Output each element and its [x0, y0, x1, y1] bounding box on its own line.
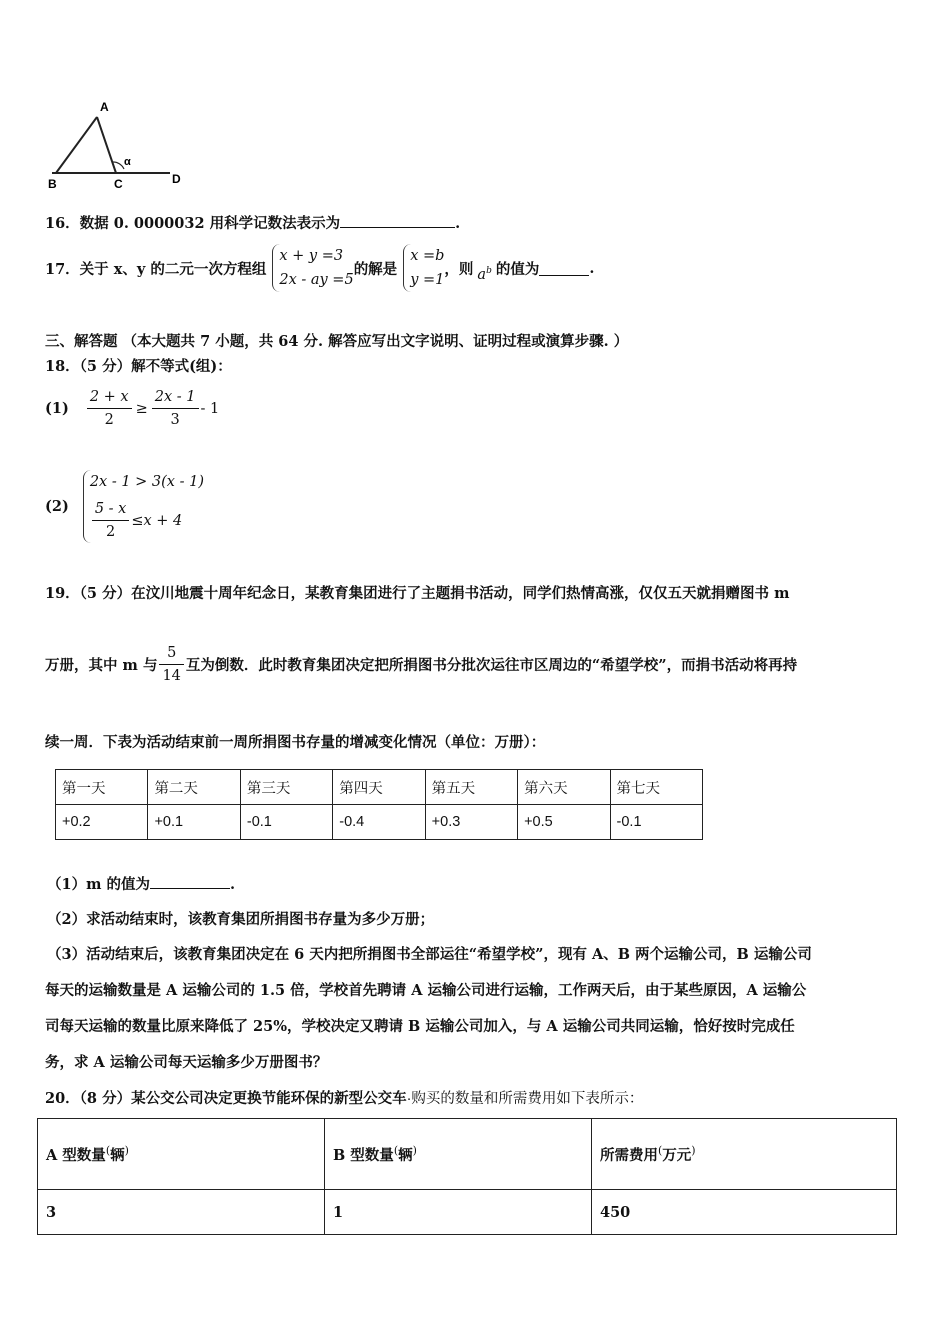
- q18-part1: [45, 386, 219, 431]
- question-20: [45, 1087, 643, 1108]
- label-b: B: [48, 177, 57, 191]
- table-cell: +0.3: [425, 805, 517, 840]
- table-cell: 第六天: [518, 770, 610, 805]
- q17-power: $a^b$: [477, 265, 492, 283]
- label-alpha: α: [124, 156, 131, 168]
- table-cell: 1: [325, 1190, 592, 1235]
- q19-table: [55, 769, 703, 840]
- table-header-row: [38, 1119, 897, 1190]
- q18-p2-system: [83, 470, 204, 543]
- q17-equation-system: [272, 244, 353, 292]
- q18-title: 18．（5 分）解不等式(组)：: [45, 358, 232, 375]
- q18-p1-rhs: $\frac{2x - 1}{3}$: [152, 386, 199, 431]
- table-header-row: [56, 770, 703, 805]
- q20-text-bold: 20．（8 分）某公交公司决定更换节能环保的新型公交车: [45, 1090, 407, 1107]
- q19-line1: 19．（5 分）在汶川地震十周年纪念日，某教育集团进行了主题捐书活动，同学们热情高涨，仅仅五天就捐赠图书 m: [45, 585, 790, 602]
- q18-p1-op: ≥: [135, 400, 148, 417]
- q18-p2-label: (2): [45, 498, 69, 515]
- table-cell: +0.5: [518, 805, 610, 840]
- q19-line2: 万册，其中 m 与 $\frac{5}{14}$ 互为倒数．此时教育集团决定把所捐图书分批次运往市区周边的“希望学校”，而捐书活动将再持: [45, 642, 797, 687]
- table-cell: 3: [38, 1190, 325, 1235]
- q17-suffix: 的值为: [495, 260, 540, 278]
- table-cell: B 型数量(辆): [325, 1119, 592, 1190]
- table-cell: 第一天: [56, 770, 148, 805]
- q19-sub3-l1: （3）活动结束后，该教育集团决定在 6 天内把所捐图书全部运往“希望学校”，现有 A、B 两个运输公司，B 运输公司: [47, 946, 812, 963]
- table-cell: +0.1: [148, 805, 240, 840]
- q17-answer-blank[interactable]: [539, 261, 589, 276]
- table-cell: 所需费用(万元): [592, 1119, 897, 1190]
- q17-then: ，则: [444, 260, 474, 278]
- q17-eq1: x + y =3: [279, 248, 344, 264]
- table-row: [38, 1190, 897, 1235]
- question-17: 17．关于 x、y 的二元一次方程组 x + y =3 2x - ay =5 的解是 x =b y =1 ，则 $a^b$ 的值为 .: [45, 244, 594, 292]
- label-d: D: [172, 172, 181, 186]
- q20-text-rest: ·购买的数量和所需费用如下表所示：: [406, 1091, 644, 1107]
- q20-table: [37, 1118, 897, 1235]
- table-row: [56, 805, 703, 840]
- table-cell: +0.2: [56, 805, 148, 840]
- q19-sub1: （1）m 的值为 .: [47, 876, 236, 893]
- triangle-figure: [40, 95, 200, 195]
- table-cell: -0.1: [240, 805, 332, 840]
- table-cell: -0.1: [610, 805, 702, 840]
- q18-p1-lhs: $\frac{2 + x}{2}$: [87, 386, 132, 431]
- q18-part2: [45, 470, 204, 543]
- q19-sub2: （2）求活动结束时，该教育集团所捐图书存量为多少万册；: [47, 911, 435, 928]
- question-16: 16．数据 0. 0000032 用科学记数法表示为 .: [45, 215, 461, 232]
- q18-p1-label: (1): [45, 400, 69, 417]
- q18-p1-tail: - 1: [200, 400, 220, 417]
- q17-solution: [403, 244, 444, 292]
- label-c: C: [114, 177, 123, 191]
- label-a: A: [100, 100, 109, 114]
- q19-fraction: $\frac{5}{14}$: [159, 642, 183, 687]
- q19-sub3-l3: 司每天运输的数量比原来降低了 25%，学校决定又聘请 B 运输公司加入，与 A 运输公司共同运输，恰好按时完成任: [45, 1018, 795, 1035]
- q17-middle: 的解是: [353, 260, 398, 278]
- q19-sub3-l4: 务，求 A 运输公司每天运输多少万册图书？: [45, 1054, 328, 1071]
- section-3-title: 三、解答题 （本大题共 7 小题，共 64 分. 解答应写出文字说明、证明过程或演算步骤. ）: [45, 333, 629, 350]
- q16-answer-blank[interactable]: [340, 213, 455, 228]
- table-cell: 第四天: [333, 770, 425, 805]
- table-cell: 第三天: [240, 770, 332, 805]
- table-cell: -0.4: [333, 805, 425, 840]
- q19-line3: 续一周．下表为活动结束前一周所捐图书存量的增减变化情况（单位：万册）：: [45, 734, 546, 751]
- table-cell: 第二天: [148, 770, 240, 805]
- table-cell: A 型数量(辆): [38, 1119, 325, 1190]
- table-cell: 第五天: [425, 770, 517, 805]
- q19-sub3-l2: 每天的运输数量是 A 运输公司的 1.5 倍，学校首先聘请 A 运输公司进行运输，工作两天后，由于某些原因，A 运输公: [45, 982, 807, 999]
- table-cell: 第七天: [610, 770, 702, 805]
- q17-eq2: 2x - ay =5: [279, 272, 354, 288]
- q18-p2-tail: ≤x + 4: [131, 512, 183, 529]
- table-cell: 450: [592, 1190, 897, 1235]
- q19-sub1-answer-blank[interactable]: [150, 874, 230, 889]
- q16-text: 16．数据 0. 0000032 用科学记数法表示为: [45, 215, 341, 232]
- q17-sol1: x =b: [410, 248, 445, 264]
- q17-sol2: y =1: [410, 272, 445, 288]
- q17-prefix: 17．关于 x、y 的二元一次方程组: [45, 260, 267, 278]
- q18-p2-line1: 2x - 1 > 3(x - 1): [89, 474, 204, 490]
- q18-p2-frac: $\frac{5 - x}{2}$: [92, 498, 130, 543]
